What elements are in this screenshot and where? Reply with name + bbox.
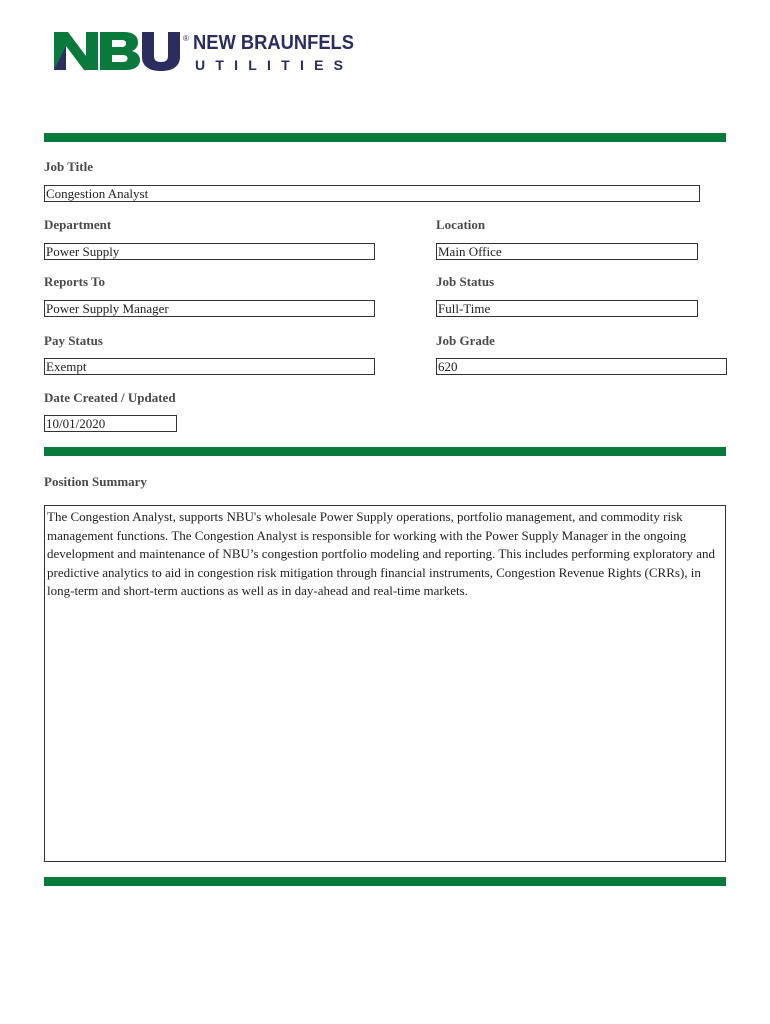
date-label: Date Created / Updated <box>44 390 176 405</box>
svg-text:®: ® <box>183 34 189 43</box>
bottom-divider-bar <box>44 877 726 886</box>
job-title-label: Job Title <box>44 159 94 174</box>
department-field[interactable]: Power Supply <box>44 243 375 260</box>
reports-to-label: Reports To <box>44 274 106 289</box>
nbu-logo-graphic <box>54 30 356 72</box>
job-status-label: Job Status <box>436 274 495 289</box>
position-summary-field[interactable]: The Congestion Analyst, supports NBU's wholesale Power Supply operations, portfolio management, and commodity risk management functions. The Congestion Analyst is responsible for working with the Power Supply Manager in the ongoing development and maintenance of NBU’s congestion portfolio modeling and reporting. This includes performing exploratory and predictive analytics to aid in congestion risk mitigation through financial instruments, Congestion Revenue Rights (CRRs), in long-term and short-term auctions as well as in day-ahead and real-time markets. <box>44 505 726 862</box>
logo-name-line2: UTILITIES <box>195 57 353 72</box>
job-title-field[interactable]: Congestion Analyst <box>44 185 700 202</box>
job-status-field[interactable]: Full-Time <box>436 300 698 317</box>
pay-status-field[interactable]: Exempt <box>44 358 375 375</box>
nbu-logo <box>54 30 356 72</box>
logo-name-line1: NEW BRAUNFELS <box>193 32 354 54</box>
pay-status-label: Pay Status <box>44 333 103 348</box>
location-field[interactable]: Main Office <box>436 243 698 260</box>
date-field[interactable]: 10/01/2020 <box>44 415 177 432</box>
job-grade-label: Job Grade <box>436 333 495 348</box>
position-summary-label: Position Summary <box>44 474 147 489</box>
location-label: Location <box>436 217 486 232</box>
top-divider-bar <box>44 133 726 142</box>
reports-to-field[interactable]: Power Supply Manager <box>44 300 375 317</box>
job-grade-field[interactable]: 620 <box>436 358 727 375</box>
middle-divider-bar <box>44 447 726 456</box>
department-label: Department <box>44 217 112 232</box>
